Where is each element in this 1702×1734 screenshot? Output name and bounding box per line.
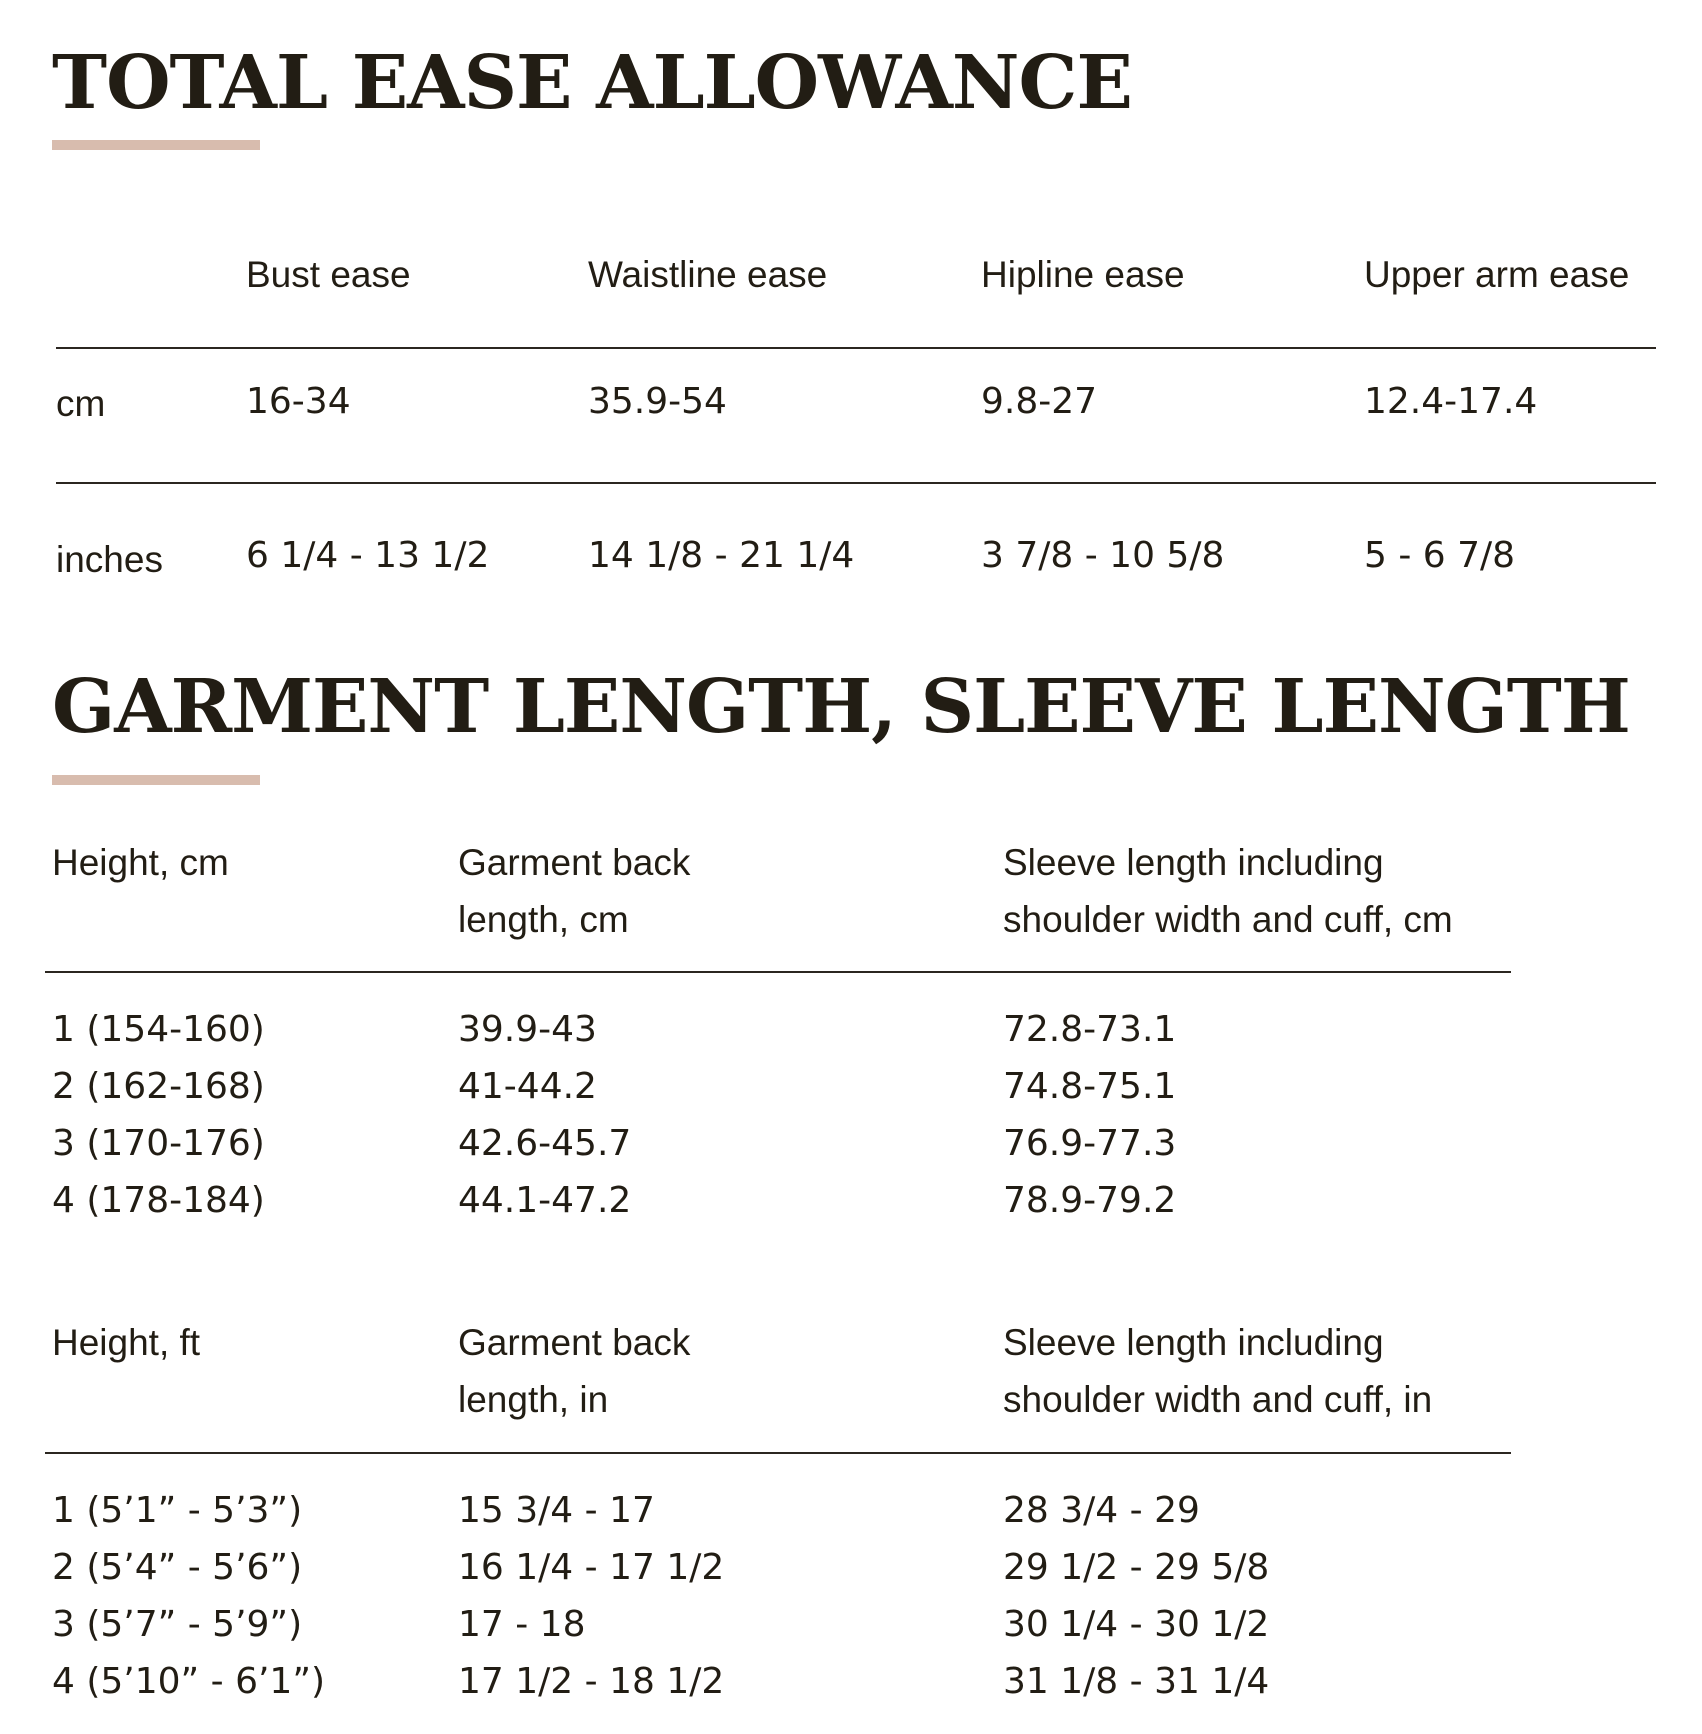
lengths-col-height	[52, 1482, 325, 1710]
ease-cell: 14 1/8 - 21 1/4	[588, 535, 855, 576]
ease-cell: 3 7/8 - 10 5/8	[981, 535, 1225, 576]
lengths-col-sleeve-length	[1003, 1482, 1269, 1710]
ease-cell: 16-34	[246, 381, 351, 422]
ease-col-header: Bust ease	[246, 254, 411, 295]
lengths-col-header: Garment back length, cm	[458, 842, 691, 940]
table-cell: 15 3/4 - 17	[458, 1490, 655, 1531]
table-cell: 78.9-79.2	[1003, 1180, 1177, 1221]
table-row: 3 (5’7” - 5’9”)	[52, 1604, 303, 1645]
table-cell: 72.8-73.1	[1003, 1009, 1177, 1050]
lengths-col-back-length	[458, 1001, 631, 1229]
ease-row-divider	[56, 482, 1656, 484]
ease-title-accent-bar	[52, 140, 260, 150]
ease-col-header: Upper arm ease	[1364, 254, 1630, 295]
ease-cell: 9.8-27	[981, 381, 1098, 422]
lengths-col-header: Height, cm	[52, 842, 229, 883]
table-cell: 29 1/2 - 29 5/8	[1003, 1547, 1270, 1588]
ease-cell: 6 1/4 - 13 1/2	[246, 535, 490, 576]
ease-row-unit: inches	[56, 539, 163, 580]
lengths-col-height	[52, 1001, 265, 1229]
table-cell: 44.1-47.2	[458, 1180, 632, 1221]
table-row: 1 (154-160)	[52, 1009, 265, 1050]
ease-row-unit: cm	[56, 383, 106, 424]
lengths-section-title: GARMENT LENGTH, SLEEVE LENGTH	[52, 664, 1630, 750]
lengths-col-header: Height, ft	[52, 1322, 201, 1363]
lengths-col-back-length	[458, 1482, 724, 1710]
table-row: 4 (178-184)	[52, 1180, 265, 1221]
table-cell: 17 - 18	[458, 1604, 586, 1645]
table-cell: 41-44.2	[458, 1066, 597, 1107]
table-cell: 31 1/8 - 31 1/4	[1003, 1661, 1270, 1702]
ease-cell: 12.4-17.4	[1364, 381, 1538, 422]
lengths-col-sleeve-length	[1003, 1001, 1176, 1229]
ease-col-header: Waistline ease	[588, 254, 828, 295]
ease-section-title: TOTAL EASE ALLOWANCE	[52, 40, 1132, 126]
lengths-header-divider	[45, 1452, 1511, 1454]
lengths-header-divider	[45, 971, 1511, 973]
table-row: 4 (5’10” - 6’1”)	[52, 1661, 326, 1702]
ease-col-header: Hipline ease	[981, 254, 1185, 295]
table-row: 1 (5’1” - 5’3”)	[52, 1490, 303, 1531]
table-row: 2 (5’4” - 5’6”)	[52, 1547, 303, 1588]
table-cell: 28 3/4 - 29	[1003, 1490, 1200, 1531]
ease-header-divider	[56, 347, 1656, 349]
table-cell: 30 1/4 - 30 1/2	[1003, 1604, 1270, 1645]
lengths-col-header: Sleeve length including shoulder width and cuff, in	[1003, 1322, 1433, 1420]
table-cell: 74.8-75.1	[1003, 1066, 1177, 1107]
table-cell: 17 1/2 - 18 1/2	[458, 1661, 725, 1702]
lengths-title-accent-bar	[52, 775, 260, 785]
ease-cell: 35.9-54	[588, 381, 727, 422]
ease-cell: 5 - 6 7/8	[1364, 535, 1516, 576]
table-row: 3 (170-176)	[52, 1123, 265, 1164]
lengths-col-header: Garment back length, in	[458, 1322, 691, 1420]
table-cell: 16 1/4 - 17 1/2	[458, 1547, 725, 1588]
table-cell: 39.9-43	[458, 1009, 597, 1050]
table-row: 2 (162-168)	[52, 1066, 265, 1107]
table-cell: 76.9-77.3	[1003, 1123, 1177, 1164]
table-cell: 42.6-45.7	[458, 1123, 632, 1164]
lengths-col-header: Sleeve length including shoulder width and cuff, cm	[1003, 842, 1453, 940]
